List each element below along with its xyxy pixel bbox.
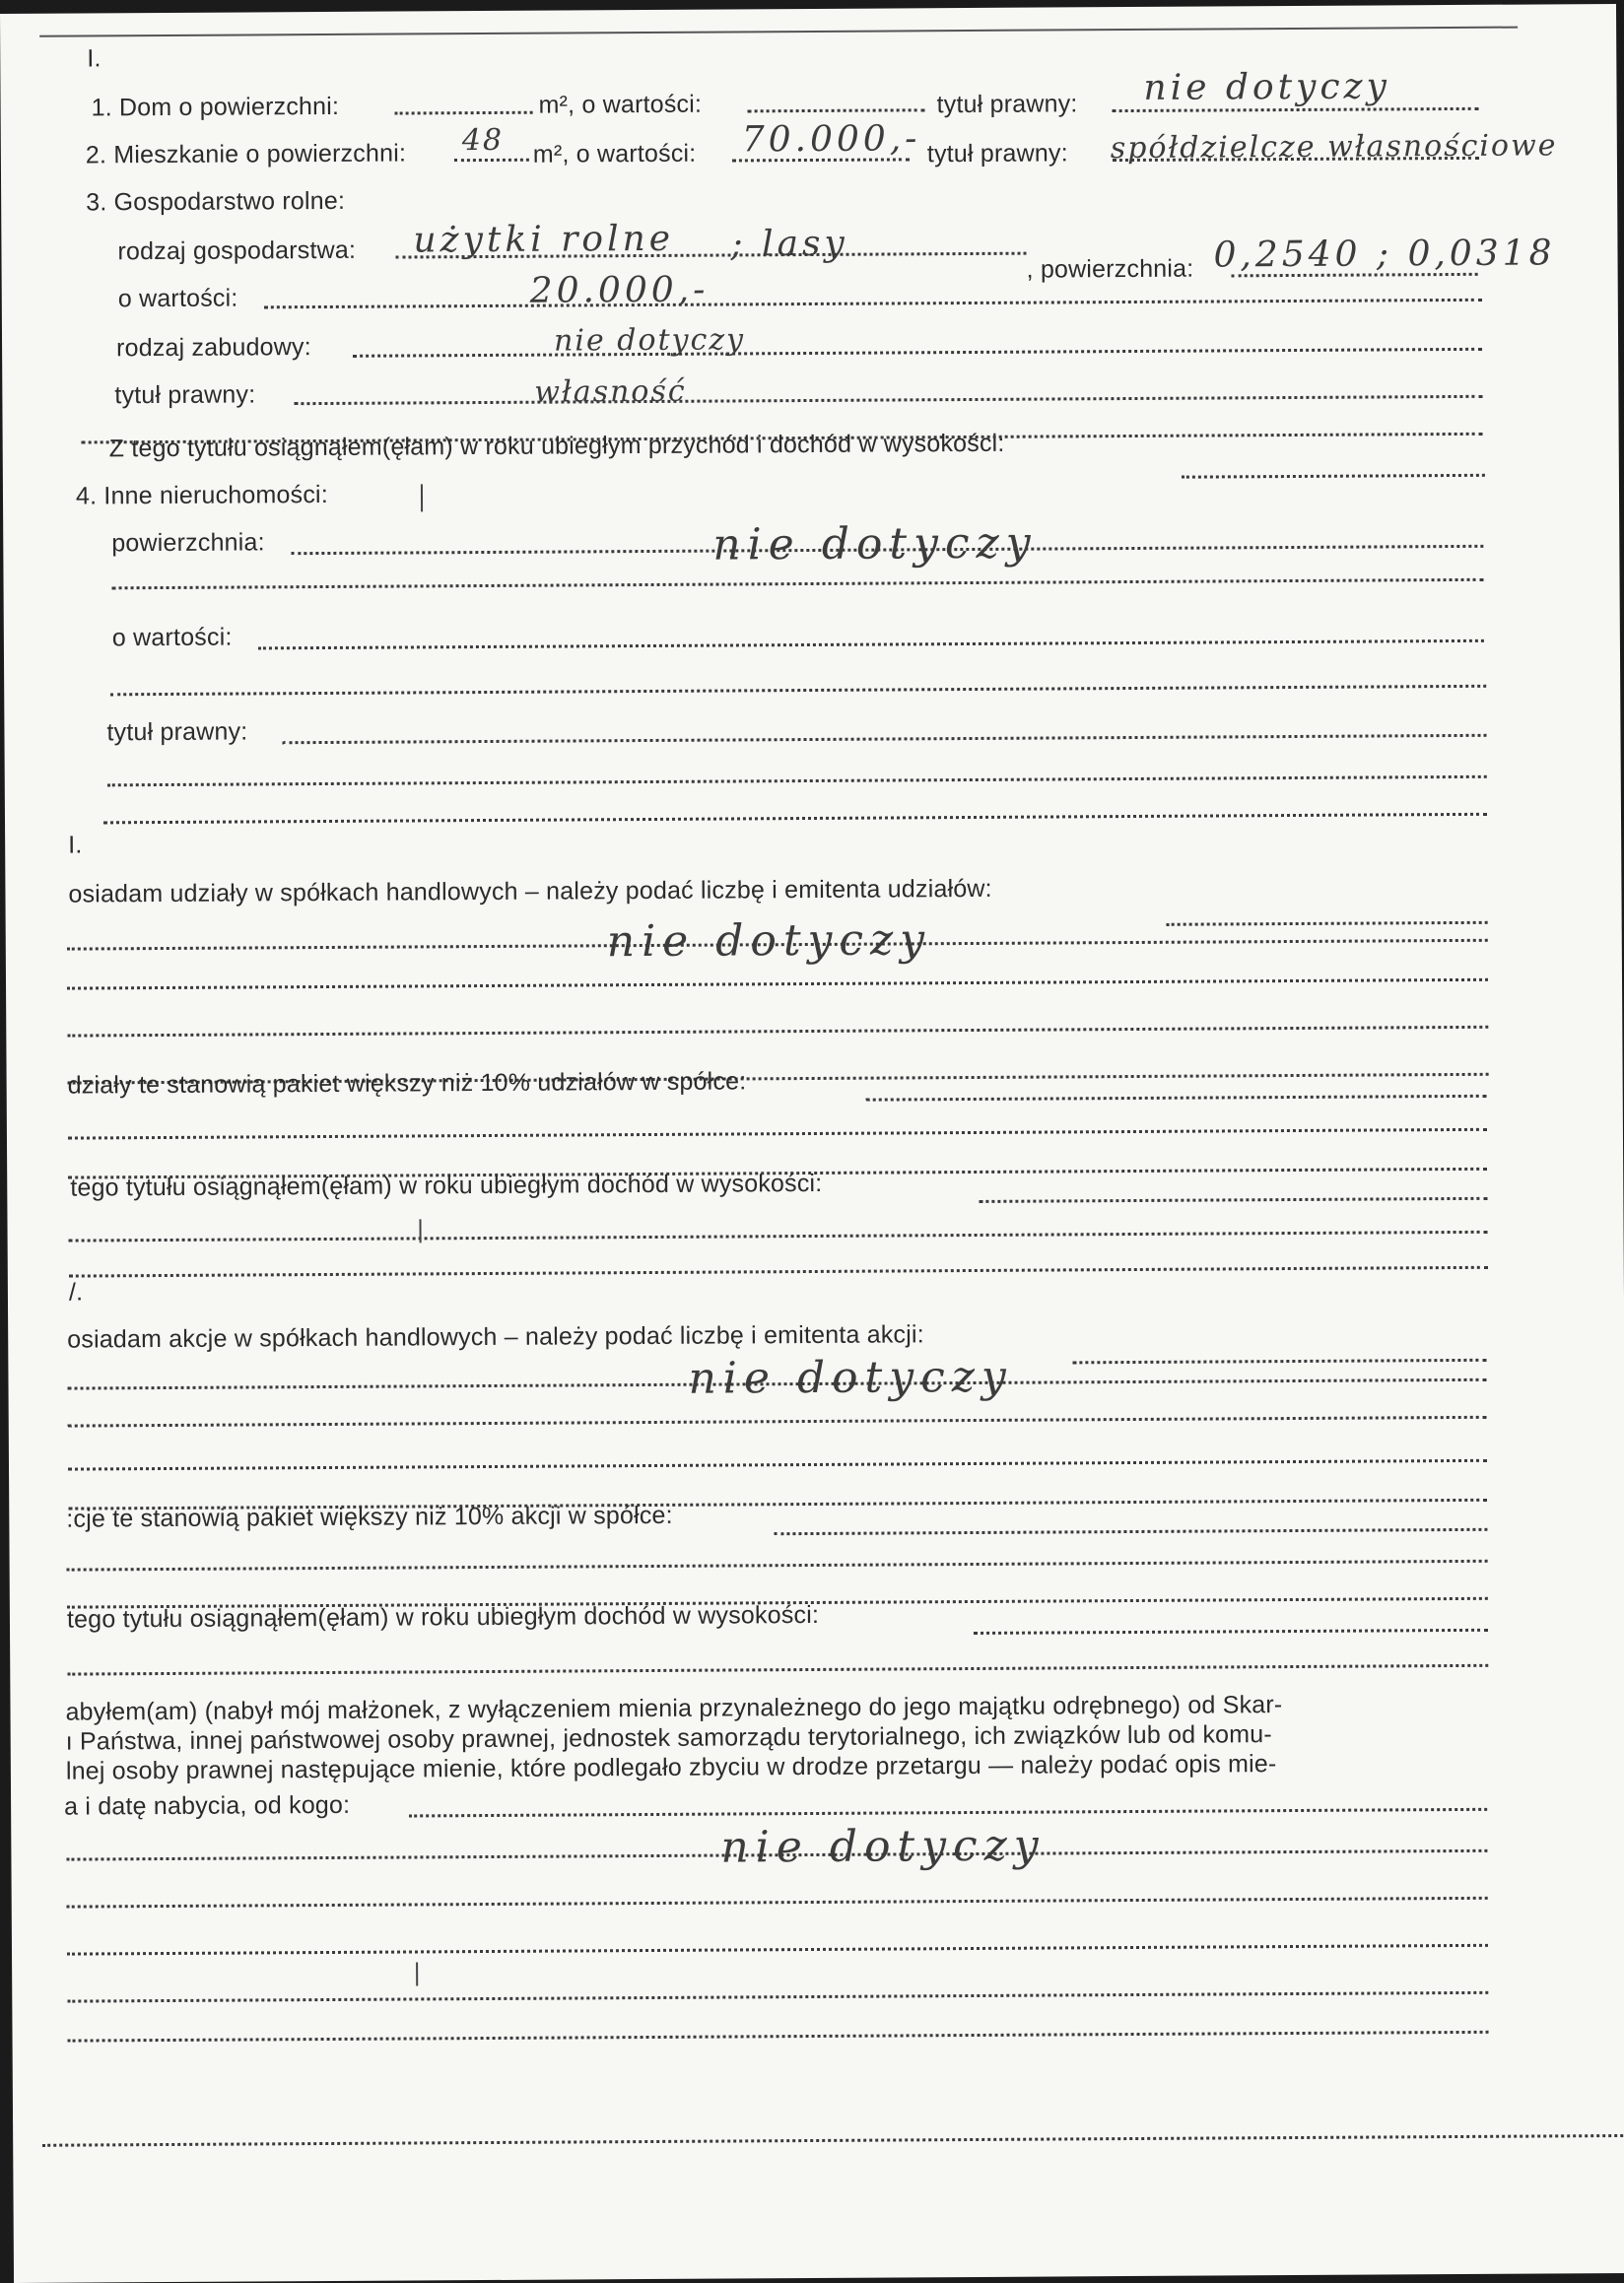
stocks-roman-numeral: /.: [68, 1278, 84, 1307]
farm-title-label: tytuł prawny:: [114, 380, 256, 410]
pen-mark: [419, 1219, 421, 1242]
farm-title-handwriting: własność: [534, 373, 687, 410]
other-value-label: o wartości:: [111, 623, 233, 652]
farm-building-label: rodzaj zabudowy:: [115, 333, 311, 363]
other-property-handwriting: nie dotyczy: [712, 517, 1038, 571]
shares-packet-line-2[interactable]: [68, 1128, 1487, 1140]
stocks-label: osiadam akcje w spółkach handlowych – należy podać liczbę i emitenta akcji:: [67, 1320, 924, 1354]
farm-value-label: o wartości:: [117, 284, 238, 313]
stocks-line-3[interactable]: [68, 1416, 1487, 1428]
apartment-area-handwriting: 48: [461, 122, 505, 159]
stocks-packet-field[interactable]: [774, 1528, 1487, 1535]
apartment-title-label: tytuł prawny:: [926, 139, 1068, 168]
shares-field[interactable]: [1167, 921, 1488, 926]
farm-value-handwriting: 20.000,-: [529, 269, 710, 311]
house-label: 1. Dom o powierzchni:: [91, 92, 340, 122]
house-unit-text: m², o wartości:: [538, 90, 703, 119]
section-roman-numeral: I.: [87, 44, 102, 73]
acquisition-line-3[interactable]: [67, 1897, 1488, 1909]
document-page: [0, 4, 1624, 2283]
other-title-field[interactable]: [283, 734, 1487, 744]
apartment-area-field[interactable]: [454, 159, 529, 162]
acquisition-handwriting: nie dotyczy: [720, 1820, 1046, 1873]
house-value-field[interactable]: [748, 108, 925, 112]
other-property-label: 4. Inne nieruchomości:: [75, 480, 329, 510]
shares-income-line-3[interactable]: [69, 1266, 1488, 1278]
farm-area-handwriting: 0,2540 ; 0,0318: [1213, 233, 1556, 276]
bottom-dotted-border: [42, 2134, 1624, 2147]
stocks-packet-label: :cje te stanowią pakiet większy niż 10% akcji w spółce:: [66, 1501, 673, 1533]
apartment-title-handwriting: spółdzielcze własnościowe: [1110, 128, 1558, 167]
other-value-line-2[interactable]: [110, 685, 1486, 697]
farm-building-field[interactable]: [353, 348, 1482, 358]
acquisition-field[interactable]: [409, 1808, 1487, 1818]
farm-title-field[interactable]: [294, 395, 1482, 405]
stocks-handwriting: nie dotyczy: [688, 1351, 1013, 1404]
stocks-packet-line-2[interactable]: [67, 1560, 1488, 1572]
stocks-field[interactable]: [1072, 1359, 1486, 1365]
shares-packet-label: działy te stanowią pakiet większy niż 10% udziałów w spółce:: [67, 1067, 747, 1100]
acquisition-text-line-3: lnej osoby prawnej następujące mienie, które podlegało zbyciu w drodze przetargu — należy podać opis mie-: [65, 1750, 1277, 1785]
apartment-unit-text: m², o wartości:: [532, 139, 697, 168]
farm-area-label: , powierzchnia:: [1026, 254, 1194, 284]
pen-mark: [416, 1962, 418, 1985]
acquisition-text-line-4: a i datę nabycia, od kogo:: [64, 1790, 351, 1821]
farm-income-label: Z tego tytułu osiągnąłem(ęłam) w roku ubiegłym przychód i dochód w wysokości:: [108, 429, 1005, 463]
house-title-label: tytuł prawny:: [936, 90, 1078, 119]
acquisition-line-4[interactable]: [67, 1944, 1488, 1956]
farm-label: 3. Gospodarstwo rolne:: [86, 186, 346, 217]
shares-line-4[interactable]: [67, 1026, 1488, 1038]
apartment-value-field[interactable]: [732, 158, 910, 162]
stocks-income-line-2[interactable]: [67, 1664, 1488, 1676]
shares-packet-field[interactable]: [866, 1095, 1487, 1102]
apartment-label: 2. Mieszkanie o powierzchni:: [85, 139, 407, 169]
stocks-income-label: tego tytułu osiągnąłem(ęłam) w roku ubiegłym dochód w wysokości:: [66, 1600, 820, 1634]
house-title-handwriting: nie dotyczy: [1143, 66, 1391, 108]
farm-type-handwriting-2: ; lasy: [730, 223, 848, 265]
acquisition-line-6[interactable]: [68, 2031, 1489, 2043]
farm-type-label: rodzaj gospodarstwa:: [117, 235, 357, 266]
farm-income-field[interactable]: [1182, 474, 1485, 479]
acquisition-text-line-2: ı Państwa, innej państwowej osoby prawnej, jednostek samorządu terytorialnego, ich związków lub od komu-: [65, 1720, 1272, 1756]
shares-income-line-2[interactable]: [69, 1231, 1488, 1242]
farm-type-handwriting-1: użytki rolne: [413, 218, 675, 261]
other-title-line-2[interactable]: [107, 775, 1487, 787]
shares-income-label: tego tytułu osiągnąłem(ęłam) w roku ubiegłym dochód w wysokości:: [70, 1169, 823, 1202]
farm-building-handwriting: nie dotyczy: [553, 322, 746, 359]
other-title-label: tytuł prawny:: [106, 717, 248, 747]
stocks-line-4[interactable]: [68, 1459, 1487, 1471]
shares-roman-numeral: I.: [68, 831, 83, 859]
shares-income-field[interactable]: [979, 1197, 1487, 1203]
stocks-income-field[interactable]: [974, 1629, 1488, 1635]
acquisition-text-line-1: abyłem(am) (nabył mój małżonek, z wyłączeniem mienia przynależnego do jego majątku odrębnego) od Skar-: [65, 1691, 1283, 1726]
house-area-field[interactable]: [395, 111, 533, 115]
other-area-label: powierzchnia:: [111, 528, 265, 558]
shares-handwriting: nie dotyczy: [606, 914, 932, 968]
shares-line-3[interactable]: [67, 978, 1488, 990]
acquisition-line-5[interactable]: [67, 1991, 1488, 2003]
farm-value-field[interactable]: [264, 299, 1482, 309]
pen-mark: [421, 484, 423, 511]
top-border-line: [39, 27, 1518, 37]
apartment-value-handwriting: 70.000,-: [741, 118, 921, 161]
other-area-line-2[interactable]: [112, 578, 1484, 590]
other-title-line-3[interactable]: [103, 813, 1487, 825]
shares-label: osiadam udziały w spółkach handlowych – należy podać liczbę i emitenta udziałów:: [68, 874, 992, 908]
other-value-field[interactable]: [258, 639, 1484, 650]
